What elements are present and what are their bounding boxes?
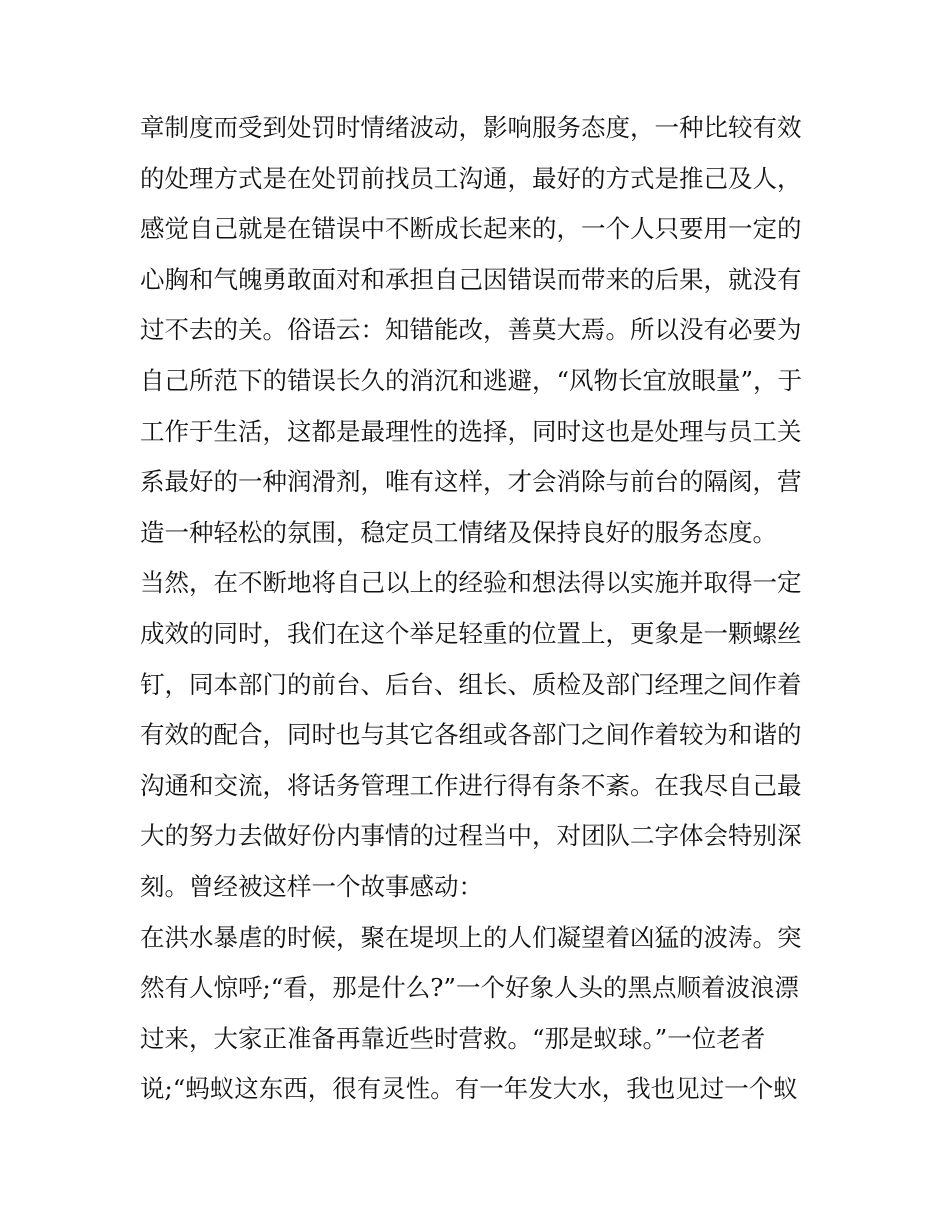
text-line: 感觉自己就是在错误中不断成长起来的，一个人只要用一定的 [140, 214, 802, 244]
text-line: 钉，同本部门的前台、后台、组长、质检及部门经理之间作着 [140, 669, 802, 699]
text-line: 沟通和交流，将话务管理工作进行得有条不紊。在我尽自己最 [140, 770, 802, 800]
text-line: 的处理方式是在处罚前找员工沟通，最好的方式是推己及人， [140, 163, 802, 193]
body-text [140, 103, 812, 1115]
text-line: 大的努力去做好份内事情的过程当中，对团队二字体会特别深 [140, 821, 802, 851]
text-line: 在洪水暴虐的时候，聚在堤坝上的人们凝望着凶猛的波涛。突 [140, 922, 802, 952]
text-line: 自己所范下的错误长久的消沉和逃避，“风物长宜放眼量”，于 [140, 365, 803, 395]
text-line: 说;“蚂蚁这东西，很有灵性。有一年发大水，我也见过一个蚁 [140, 1074, 798, 1104]
text-line: 过不去的关。俗语云：知错能改，善莫大焉。所以没有必要为 [140, 315, 802, 345]
text-line: 系最好的一种润滑剂，唯有这样，才会消除与前台的隔阂，营 [140, 467, 802, 497]
text-line: 有效的配合，同时也与其它各组或各部门之间作着较为和谐的 [140, 720, 802, 750]
text-line: 成效的同时，我们在这个举足轻重的位置上，更象是一颗螺丝 [140, 618, 802, 648]
text-line: 当然，在不断地将自己以上的经验和想法得以实施并取得一定 [140, 568, 802, 598]
text-line: 然有人惊呼;“看，那是什么?”一个好象人头的黑点顺着波浪漂 [140, 973, 799, 1003]
text-line: 过来，大家正准备再靠近些时营救。“那是蚁球。”一位老者 [140, 1023, 766, 1053]
text-line: 工作于生活，这都是最理性的选择，同时这也是处理与员工关 [140, 416, 802, 446]
text-line: 心胸和气魄勇敢面对和承担自己因错误而带来的后果，就没有 [140, 264, 802, 294]
text-line: 刻。曾经被这样一个故事感动： [140, 871, 483, 901]
text-line: 造一种轻松的氛围，稳定员工情绪及保持良好的服务态度。 [140, 517, 777, 547]
text-line: 章制度而受到处罚时情绪波动，影响服务态度，一种比较有效 [140, 113, 802, 142]
